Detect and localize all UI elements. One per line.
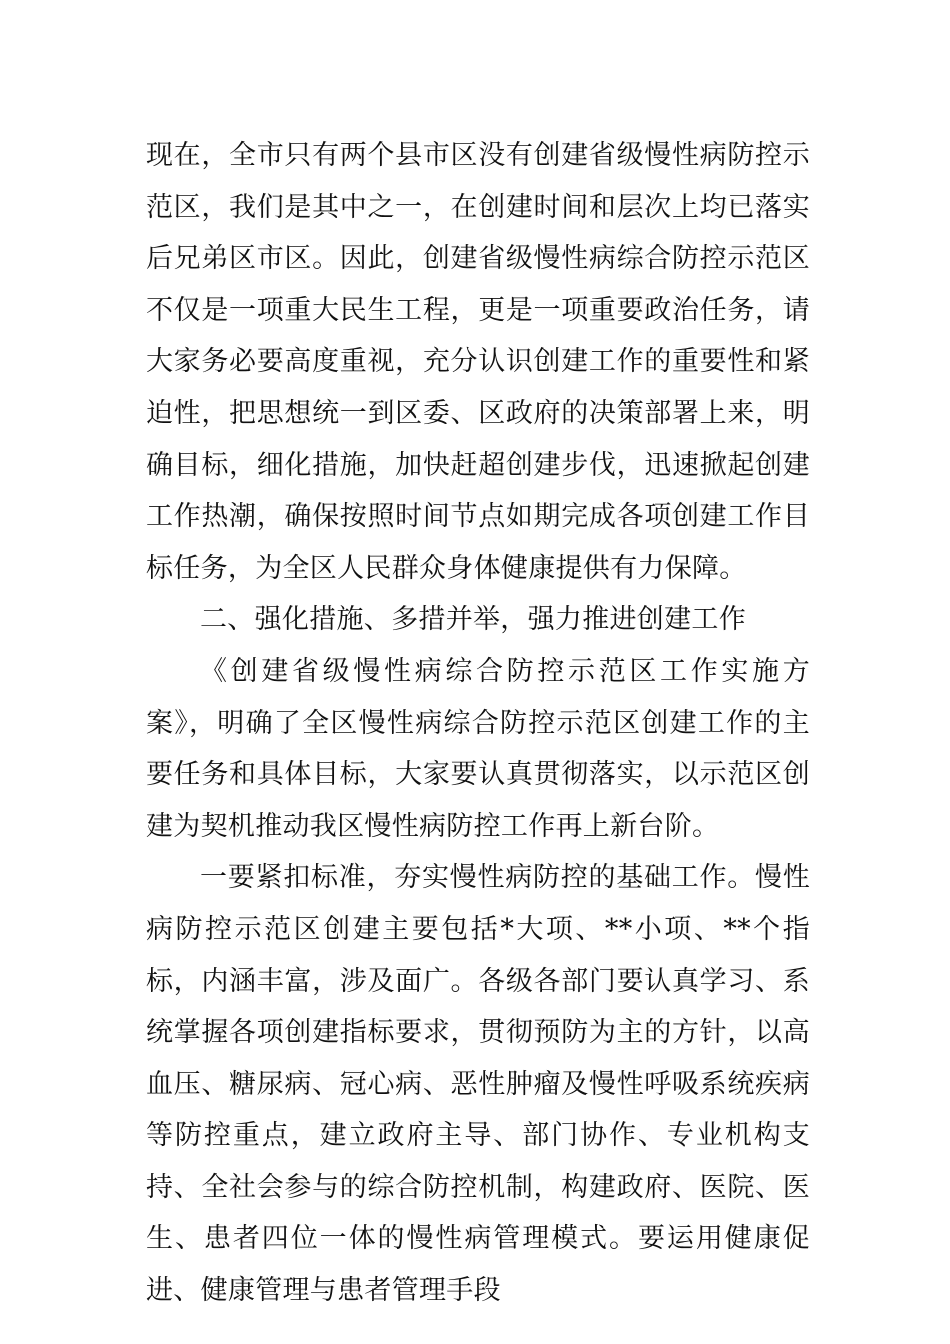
paragraph-continuation: 现在，全市只有两个县市区没有创建省级慢性病防控示范区，我们是其中之一，在创建时间和层次上均已落实后兄弟区市区。因此，创建省级慢性病综合防控示范区不仅是一项重大民生工程，更是一项重要政治任务，请大家务必要高度重视，充分认识创建工作的重要性和紧迫性，把思想统一到区委、区政府的决策部署上来，明确目标，细化措施，加快赶超创建步伐，迅速掀起创建工作热潮，确保按照时间节点如期完成各项创建工作目标任务，为全区人民群众身体健康提供有力保障。 — [146, 140, 810, 584]
paragraph-standards: 一要紧扣标准，夯实慢性病防控的基础工作。慢性病防控示范区创建主要包括*大项、**小项、**个指标，内涵丰富，涉及面广。各级各部门要认真学习、系统掌握各项创建指标要求，贯彻预防为主的方针，以高血压、糖尿病、冠心病、恶性肿瘤及慢性呼吸系统疾病等防控重点，建立政府主导、部门协作、专业机构支持、全社会参与的综合防控机制，构建政府、医院、医生、患者四位一体的慢性病管理模式。要运用健康促进、健康管理与患者管理手段 — [146, 862, 810, 1307]
paragraph-implementation-plan: 《创建省级慢性病综合防控示范区工作实施方案》，明确了全区慢性病综合防控示范区创建工作的主要任务和具体目标，大家要认真贯彻落实，以示范区创建为契机推动我区慢性病防控工作再上新台阶。 — [146, 655, 810, 842]
document-body — [146, 130, 810, 1317]
section-heading: 二、强化措施、多措并举，强力推进创建工作 — [200, 604, 746, 636]
